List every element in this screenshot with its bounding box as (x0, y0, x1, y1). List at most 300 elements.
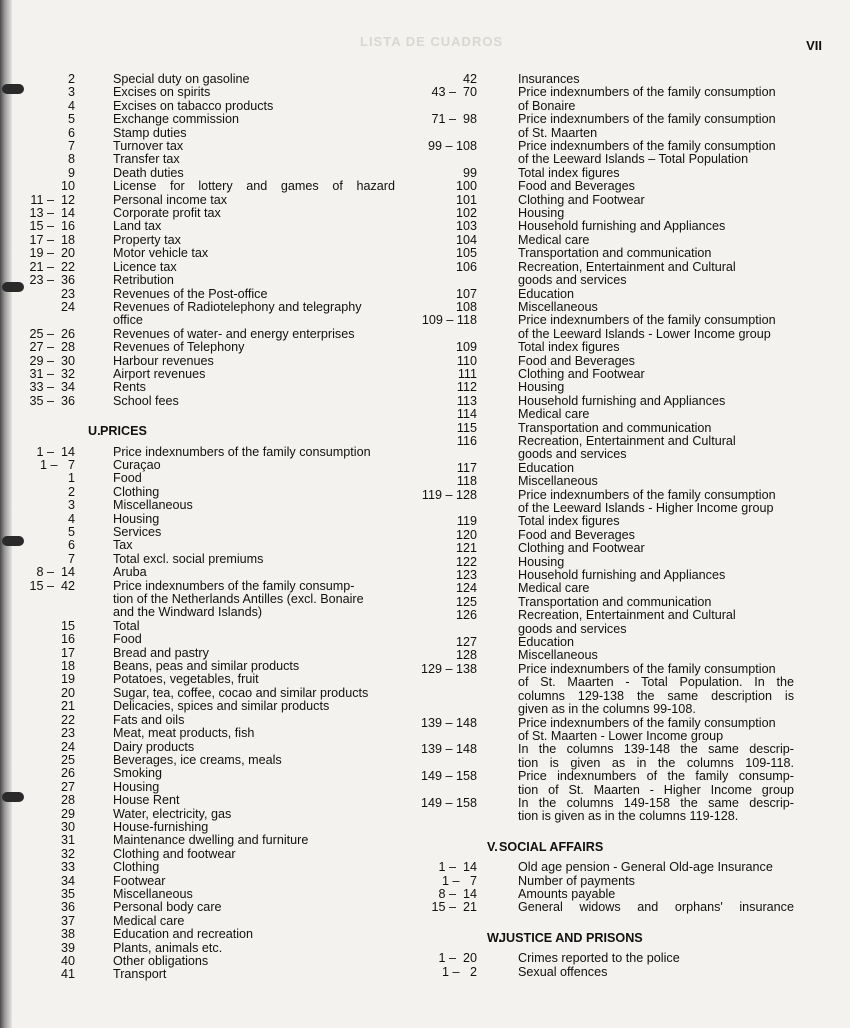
table-description: Water, electricity, gas (113, 806, 232, 821)
table-description: Aruba (113, 565, 147, 580)
table-description: Transport (113, 967, 167, 982)
table-description: Transportation and communication (518, 420, 712, 435)
table-description: office (113, 313, 143, 328)
table-range: 16 (60, 632, 75, 647)
table-range: 128 (455, 648, 477, 663)
table-description: Clothing and footwear (113, 846, 236, 861)
list-item (414, 489, 794, 502)
table-range: 23 – 36 (29, 273, 75, 288)
table-range: 19 – 20 (29, 246, 75, 261)
table-description: of the Leeward Islands - Lower Income group (518, 326, 771, 341)
table-description: School fees (113, 393, 179, 408)
list-item (15, 341, 395, 354)
list-item (414, 381, 794, 394)
table-range (414, 703, 477, 716)
table-description: of the Leeward Islands – Total Population (518, 152, 749, 167)
table-range: 1 – 7 (39, 457, 75, 472)
table-description: Housing (518, 206, 565, 221)
list-item (414, 649, 794, 662)
list-item (414, 220, 794, 233)
list-item (414, 663, 794, 676)
table-description: Clothing (113, 484, 160, 499)
table-description: Maintenance dwelling and furniture (113, 833, 309, 848)
table-description: Housing (518, 380, 565, 395)
table-range: 7 (67, 551, 75, 566)
table-range (15, 606, 75, 619)
table-description: Price indexnumbers of the family consumption (518, 661, 776, 676)
list-item (414, 703, 794, 716)
list-item (414, 113, 794, 126)
list-item (15, 553, 395, 566)
table-description: Transportation and communication (518, 594, 712, 609)
table-range: 116 (456, 433, 477, 448)
table-description: Exchange commission (113, 112, 239, 127)
list-item (15, 647, 395, 660)
table-range: 127 (455, 635, 477, 650)
table-range: 15 – 21 (431, 900, 477, 915)
table-range: 25 – 26 (29, 326, 75, 341)
section-title: PRICES (100, 424, 147, 439)
table-description: tion of St. Maarten - Higher Income group (518, 782, 794, 797)
list-item (414, 180, 794, 193)
table-range: 23 (60, 286, 75, 301)
list-item (15, 113, 395, 126)
table-range: 2 (67, 484, 75, 499)
table-description: In the columns 139-148 the same descrip- (518, 742, 794, 757)
table-range: 21 – 22 (29, 259, 75, 274)
table-range (414, 127, 477, 140)
table-description: Special duty on gasoline (113, 72, 250, 86)
section-heading-social-affairs (414, 841, 794, 854)
table-description: Personal income tax (113, 192, 228, 207)
table-range: 126 (455, 608, 477, 623)
list-item (15, 848, 395, 861)
table-range: 9 (67, 165, 75, 180)
table-description: Medical care (518, 407, 590, 422)
list-item (15, 955, 395, 968)
table-range (414, 328, 477, 341)
table-range: 26 (60, 766, 75, 781)
table-description: Price indexnumbers of the family consump- (113, 578, 355, 593)
table-description: Medical care (518, 232, 590, 247)
list-item (414, 569, 794, 582)
table-description: Transfer tax (113, 152, 180, 167)
table-description: Beverages, ice creams, meals (113, 752, 282, 767)
table-description: Delicacies, spices and similar products (113, 699, 330, 714)
table-range: 19 (60, 672, 75, 687)
list-item (15, 767, 395, 780)
table-description: Housing (113, 511, 160, 526)
table-description: Food and Beverages (518, 179, 635, 194)
list-item (414, 167, 794, 180)
list-item (414, 194, 794, 207)
table-description: General widows and orphans' insurance (518, 900, 794, 915)
list-item (414, 448, 794, 461)
list-item (15, 861, 395, 874)
table-description: House Rent (113, 793, 180, 808)
table-description: Total index figures (518, 165, 620, 180)
table-description: Housing (113, 779, 160, 794)
table-description: Clothing and Footwear (518, 192, 645, 207)
table-range: 107 (455, 286, 477, 301)
table-range: 5 (67, 525, 75, 539)
table-range: 121 (455, 541, 477, 556)
table-range: 114 (456, 407, 477, 422)
list-item (414, 502, 794, 515)
table-list-prices (15, 446, 395, 982)
table-range: 71 – 98 (431, 112, 477, 127)
table-description: given as in the columns 99-108. (518, 702, 696, 717)
table-range (15, 593, 75, 606)
list-item (15, 153, 395, 166)
table-range: 24 (60, 299, 75, 314)
table-description: Transportation and communication (518, 246, 712, 261)
list-item (414, 966, 794, 979)
table-description: House-furnishing (113, 819, 209, 834)
table-range: 1 – 14 (36, 444, 75, 459)
table-description: Total index figures (518, 514, 620, 529)
section-title: SOCIAL AFFAIRS (499, 839, 604, 854)
list-item (15, 580, 395, 593)
table-description: Total index figures (518, 340, 620, 355)
list-item (15, 700, 395, 713)
list-item (414, 422, 794, 435)
table-description: Price indexnumbers of the family consumption (113, 444, 371, 459)
table-range: 27 (60, 779, 75, 794)
list-item (414, 86, 794, 99)
table-description: Price indexnumbers of the family consumption (518, 139, 776, 154)
table-range: 120 (455, 527, 477, 542)
list-item (15, 167, 395, 180)
table-range: 129 – 138 (420, 661, 477, 676)
table-description: Recreation, Entertainment and Cultural (518, 608, 736, 623)
left-column (15, 73, 395, 982)
list-item (414, 261, 794, 274)
table-description: Crimes reported to the police (518, 951, 680, 966)
table-description: Land tax (113, 219, 162, 234)
table-range (414, 274, 477, 287)
table-range: 4 (67, 98, 75, 113)
table-range: 8 – 14 (438, 886, 477, 901)
section-letter: W. (487, 930, 502, 945)
list-item (15, 513, 395, 526)
list-item (414, 596, 794, 609)
table-description: Airport revenues (113, 366, 206, 381)
list-item (15, 660, 395, 673)
table-range (414, 690, 477, 703)
table-description: of St. Maarten - Lower Income group (518, 728, 724, 743)
list-item (414, 743, 794, 756)
table-description: Potatoes, vegetables, fruit (113, 672, 259, 687)
list-item (15, 355, 395, 368)
table-description: Retribution (113, 273, 174, 288)
list-item (414, 636, 794, 649)
list-item (15, 875, 395, 888)
list-item (15, 606, 395, 619)
list-item (15, 741, 395, 754)
list-item (414, 690, 794, 703)
table-range: 35 (60, 886, 75, 901)
table-range: 2 (67, 72, 75, 86)
table-range: 29 – 30 (29, 353, 75, 368)
table-description: Services (113, 525, 162, 539)
table-description: Plants, animals etc. (113, 940, 223, 955)
section-title: JUSTICE AND PRISONS (499, 930, 643, 945)
list-item (414, 247, 794, 260)
table-description: Corporate profit tax (113, 206, 221, 221)
table-description: Education and recreation (113, 927, 254, 942)
table-range: 6 (67, 125, 75, 140)
table-range: 33 (60, 860, 75, 875)
table-description: Price indexnumbers of the family consump- (518, 769, 794, 784)
table-range: 22 (60, 712, 75, 727)
list-item (15, 459, 395, 472)
table-list-social-affairs (414, 861, 794, 915)
table-range: 103 (455, 219, 477, 234)
list-item (15, 794, 395, 807)
list-item (414, 582, 794, 595)
table-description: Food (113, 471, 142, 486)
table-range: 109 (455, 340, 477, 355)
table-list-price-indexes (414, 73, 794, 824)
list-item (414, 140, 794, 153)
list-item (15, 633, 395, 646)
section-heading-justice (414, 932, 794, 945)
list-item (15, 207, 395, 220)
list-item (15, 301, 395, 314)
table-range: 139 – 148 (420, 715, 477, 730)
list-item (414, 153, 794, 166)
table-description: and the Windward Islands) (113, 605, 263, 620)
list-item (15, 395, 395, 408)
table-description: of Bonaire (518, 98, 576, 113)
right-column (414, 73, 794, 979)
table-description: Price indexnumbers of the family consumption (518, 313, 776, 328)
table-range: 119 (456, 514, 477, 529)
table-range: 20 (60, 685, 75, 700)
section-letter: V. (487, 839, 498, 854)
section-letter: U. (88, 424, 101, 439)
list-item (414, 395, 794, 408)
list-item (15, 234, 395, 247)
list-item (15, 274, 395, 287)
table-description: Excises on spirits (113, 85, 211, 100)
list-item (15, 915, 395, 928)
list-item (414, 529, 794, 542)
table-description: Fats and oils (113, 712, 185, 727)
list-item (15, 901, 395, 914)
table-description: Stamp duties (113, 125, 187, 140)
table-range: 104 (455, 232, 477, 247)
table-description: In the columns 149-158 the same descrip- (518, 795, 794, 810)
table-range: 38 (60, 927, 75, 942)
table-range: 13 – 14 (29, 206, 75, 221)
table-description: Miscellaneous (113, 886, 193, 901)
table-description: Clothing (113, 860, 160, 875)
list-item (414, 515, 794, 528)
list-item (15, 942, 395, 955)
table-range: 115 (456, 420, 477, 435)
table-description: Excises on tabacco products (113, 98, 274, 113)
table-description: Personal body care (113, 900, 222, 915)
table-range (414, 100, 477, 113)
table-range: 32 (60, 846, 75, 861)
table-description: goods and services (518, 447, 627, 462)
table-description: of St. Maarten (518, 125, 598, 140)
list-item (15, 539, 395, 552)
table-range: 41 (60, 967, 75, 982)
list-item (414, 341, 794, 354)
list-item (15, 888, 395, 901)
table-range: 149 – 158 (420, 769, 477, 784)
table-range: 8 (67, 152, 75, 167)
table-range (414, 676, 477, 689)
table-description: Price indexnumbers of the family consumption (518, 112, 776, 127)
table-range: 149 – 158 (420, 795, 477, 810)
table-range: 17 (60, 645, 75, 660)
table-description: Household furnishing and Appliances (518, 568, 726, 583)
table-range: 101 (455, 192, 477, 207)
list-item (414, 730, 794, 743)
table-description: Price indexnumbers of the family consumption (518, 85, 776, 100)
table-range: 35 – 36 (29, 393, 75, 408)
table-description: Harbour revenues (113, 353, 214, 368)
table-range (414, 448, 477, 461)
table-description: Food and Beverages (518, 353, 635, 368)
table-range: 113 (456, 393, 477, 408)
table-description: Other obligations (113, 954, 209, 968)
table-description: Education (518, 635, 575, 650)
list-item (15, 180, 395, 193)
list-item (15, 620, 395, 633)
list-item (15, 714, 395, 727)
table-description: columns 129-138 the same description is (518, 688, 794, 703)
table-range: 25 (60, 752, 75, 767)
list-item (414, 301, 794, 314)
table-description: Clothing and Footwear (518, 541, 645, 556)
table-range: 42 (462, 72, 477, 86)
list-item (15, 446, 395, 459)
table-description: of the Leeward Islands - Higher Income group (518, 501, 774, 515)
list-item (414, 757, 794, 770)
table-range: 125 (455, 594, 477, 609)
table-range (414, 757, 477, 770)
list-item (15, 194, 395, 207)
table-range (414, 784, 477, 797)
list-item (15, 100, 395, 113)
list-item (414, 784, 794, 797)
table-range: 31 – 32 (29, 366, 75, 381)
table-description: Price indexnumbers of the family consumption (518, 715, 776, 730)
page-number: VII (806, 38, 822, 53)
table-range: 15 (60, 618, 75, 633)
table-range: 10 (60, 179, 75, 194)
list-item (414, 234, 794, 247)
list-item (414, 875, 794, 888)
table-range: 31 (60, 833, 75, 848)
table-description: Motor vehicle tax (113, 246, 209, 261)
table-range: 24 (60, 739, 75, 754)
table-description: Medical care (518, 581, 590, 596)
table-description: Miscellaneous (518, 474, 598, 489)
list-item (15, 472, 395, 485)
table-range: 7 (67, 139, 75, 154)
list-item (15, 781, 395, 794)
table-description: goods and services (518, 621, 627, 636)
table-description: Death duties (113, 165, 184, 180)
section-heading-prices (15, 425, 395, 438)
list-item (15, 247, 395, 260)
table-description: Revenues of the Post-office (113, 286, 268, 301)
table-range: 99 (462, 165, 477, 180)
table-range: 110 (456, 353, 477, 368)
table-range: 99 – 108 (427, 139, 477, 154)
list-item (414, 901, 794, 914)
list-item (414, 288, 794, 301)
list-item (15, 288, 395, 301)
table-range: 15 – 42 (29, 578, 75, 593)
list-item (414, 609, 794, 622)
list-item (15, 381, 395, 394)
table-description: Medical care (113, 913, 185, 928)
list-item (414, 676, 794, 689)
table-range: 100 (455, 179, 477, 194)
table-range: 21 (60, 699, 75, 714)
table-range: 112 (456, 380, 477, 395)
table-description: Food and Beverages (518, 527, 635, 542)
list-item (15, 261, 395, 274)
table-description: Revenues of Radiotelephony and telegraphy (113, 299, 362, 314)
table-range: 11 – 12 (30, 192, 75, 207)
table-description: Household furnishing and Appliances (518, 219, 726, 234)
table-description: tion of the Netherlands Antilles (excl. Bonaire (113, 592, 364, 607)
table-range: 1 – 2 (441, 964, 477, 979)
list-item (15, 593, 395, 606)
table-range: 123 (455, 568, 477, 583)
table-description: Sexual offences (518, 964, 608, 979)
table-description: Food (113, 632, 142, 647)
table-range: 122 (455, 554, 477, 569)
bleed-through-title: LISTA DE CUADROS (360, 34, 504, 49)
list-item (414, 861, 794, 874)
table-range (414, 153, 477, 166)
list-item (15, 486, 395, 499)
list-item (15, 808, 395, 821)
table-description: Number of payments (518, 873, 635, 888)
list-item (414, 100, 794, 113)
table-description: Property tax (113, 232, 181, 247)
table-description: Miscellaneous (518, 299, 598, 314)
table-range: 17 – 18 (29, 232, 75, 247)
table-list-taxes (15, 73, 395, 408)
list-item (15, 968, 395, 981)
list-item (15, 754, 395, 767)
list-item (15, 526, 395, 539)
table-range: 15 – 16 (29, 219, 75, 234)
table-description: Amounts payable (518, 886, 616, 901)
table-range: 117 (456, 460, 477, 475)
table-range: 23 (60, 726, 75, 741)
list-item (15, 928, 395, 941)
table-description: Meat, meat products, fish (113, 726, 255, 741)
list-item (15, 834, 395, 847)
table-description: tion is given as in the columns 109-118. (518, 755, 794, 770)
table-description: Footwear (113, 873, 166, 888)
list-item (15, 86, 395, 99)
list-item (414, 797, 794, 810)
table-range: 8 – 14 (36, 565, 75, 580)
table-range: 102 (455, 206, 477, 221)
